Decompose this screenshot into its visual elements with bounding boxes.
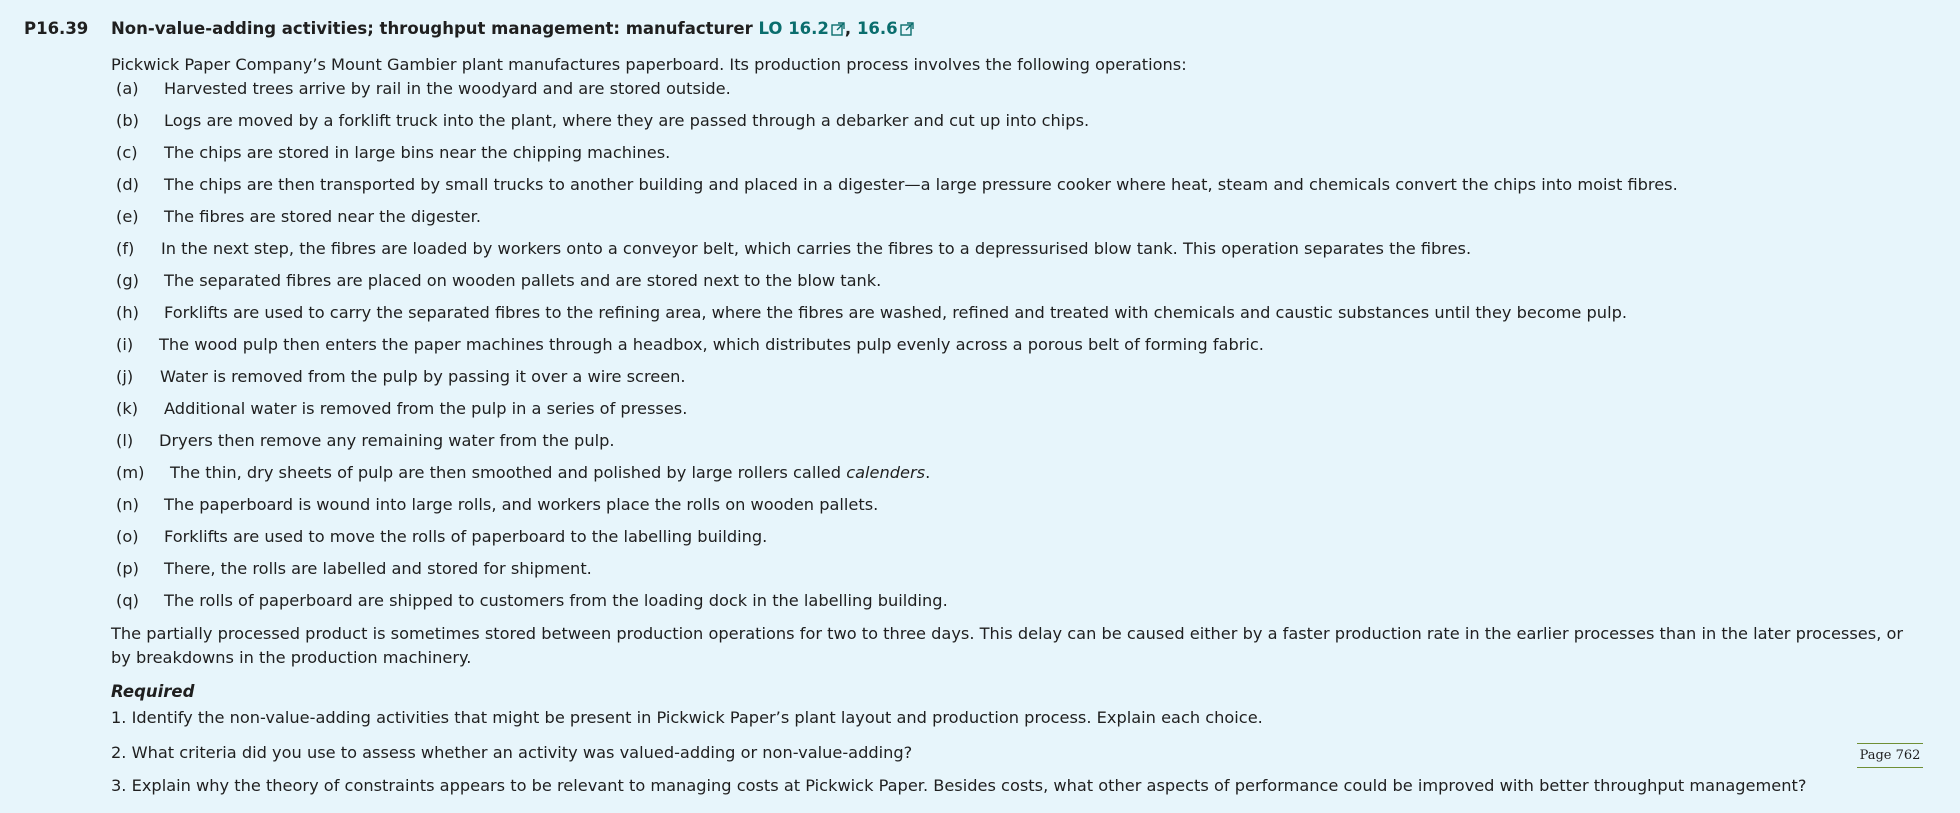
list-item-text: Additional water is removed from the pulp in a series of presses.: [164, 399, 688, 418]
list-item-text: The chips are then transported by small trucks to another building and placed in a digester—a large pressure cooker where heat, steam and chemicals convert the chips into moist fibres.: [164, 175, 1678, 194]
lo-prefix: LO: [758, 19, 783, 38]
list-item-text: [170, 463, 930, 482]
list-item-text: The paperboard is wound into large rolls, and workers place the rolls on wooden pallets.: [164, 495, 879, 514]
list-item-text: The fibres are stored near the digester.: [164, 207, 481, 226]
requirement-item: [111, 708, 1263, 727]
list-item-label: (c): [116, 143, 138, 162]
list-item-label: (i): [116, 335, 134, 354]
page-number-marker: Page 762: [1857, 743, 1923, 768]
requirement-item: [111, 743, 912, 762]
problem-number: P16.39: [24, 19, 89, 38]
list-item-label: (d): [116, 175, 139, 194]
intro-paragraph: Pickwick Paper Company’s Mount Gambier plant manufactures paperboard. Its production process involves the following operations:: [111, 55, 1187, 74]
lo-link-16-6[interactable]: [857, 19, 914, 38]
requirement-number: 2.: [111, 743, 127, 762]
lo-link-16-2-label: 16.2: [788, 19, 829, 38]
requirement-text: Identify the non-value-adding activities that might be present in Pickwick Paper’s plant layout and production process. Explain each choice.: [131, 708, 1263, 727]
lo-separator: ,: [844, 19, 852, 38]
list-item-text-main: The thin, dry sheets of pulp are then smoothed and polished by large rollers called: [170, 463, 847, 482]
list-item-text: The wood pulp then enters the paper machines through a headbox, which distributes pulp evenly across a porous belt of forming fabric.: [159, 335, 1264, 354]
list-item-text: The separated fibres are placed on wooden pallets and are stored next to the blow tank.: [164, 271, 882, 290]
list-item-label: (a): [116, 79, 139, 98]
list-item-label: (o): [116, 527, 139, 546]
lo-link-16-2[interactable]: [788, 19, 845, 38]
requirement-number: 1.: [111, 708, 127, 727]
list-item-label: (l): [116, 431, 134, 450]
list-item-text: Dryers then remove any remaining water from the pulp.: [159, 431, 615, 450]
delay-paragraph: The partially processed product is sometimes stored between production operations for two to three days. This delay can be caused either by a faster production rate in the earlier processes than in the later processes, or by breakdowns in the production machinery.: [111, 624, 1904, 667]
list-item-label: (p): [116, 559, 139, 578]
list-item-text: Forklifts are used to carry the separated fibres to the refining area, where the fibres are washed, refined and treated with chemicals and caustic substances until they become pulp.: [164, 303, 1627, 322]
list-item-text-end: .: [925, 463, 931, 482]
list-item-text: Logs are moved by a forklift truck into the plant, where they are passed through a debarker and cut up into chips.: [164, 111, 1090, 130]
list-item-text: Forklifts are used to move the rolls of paperboard to the labelling building.: [164, 527, 768, 546]
list-item-text: The chips are stored in large bins near the chipping machines.: [164, 143, 671, 162]
required-heading: Required: [111, 682, 195, 701]
list-item-text: The rolls of paperboard are shipped to customers from the loading dock in the labelling building.: [164, 591, 948, 610]
list-item-text: There, the rolls are labelled and stored for shipment.: [164, 559, 592, 578]
external-link-icon: [900, 21, 914, 40]
list-item-label: (m): [116, 463, 145, 482]
requirement-item: [111, 776, 1806, 795]
list-item-label: (q): [116, 591, 139, 610]
problem-title: [111, 19, 914, 40]
list-item-text: In the next step, the fibres are loaded by workers onto a conveyor belt, which carries the fibres to a depressurised blow tank. This operation separates the fibres.: [161, 239, 1472, 258]
requirement-text: Explain why the theory of constraints appears to be relevant to managing costs at Pickwick Paper. Besides costs, what other aspects of performance could be improved with better throughput management?: [131, 776, 1807, 795]
external-link-icon: [831, 21, 845, 40]
requirement-number: 3.: [111, 776, 127, 795]
list-item-text: Water is removed from the pulp by passing it over a wire screen.: [160, 367, 686, 386]
list-item-label: (g): [116, 271, 139, 290]
list-item-label: (k): [116, 399, 139, 418]
list-item-label: (b): [116, 111, 139, 130]
list-item-label: (e): [116, 207, 139, 226]
lo-link-16-6-label: 16.6: [856, 19, 898, 38]
list-item-label: (n): [116, 495, 139, 514]
list-item-emphasis: calenders: [846, 463, 926, 482]
list-item-label: (h): [116, 303, 139, 322]
problem-title-text: Non-value-adding activities; throughput management: manufacturer: [111, 19, 753, 38]
list-item-text: Harvested trees arrive by rail in the woodyard and are stored outside.: [164, 79, 731, 98]
list-item-label: (f): [116, 239, 135, 258]
requirement-text: What criteria did you use to assess whether an activity was valued-adding or non-value-adding?: [131, 743, 913, 762]
list-item-label: (j): [116, 367, 134, 386]
